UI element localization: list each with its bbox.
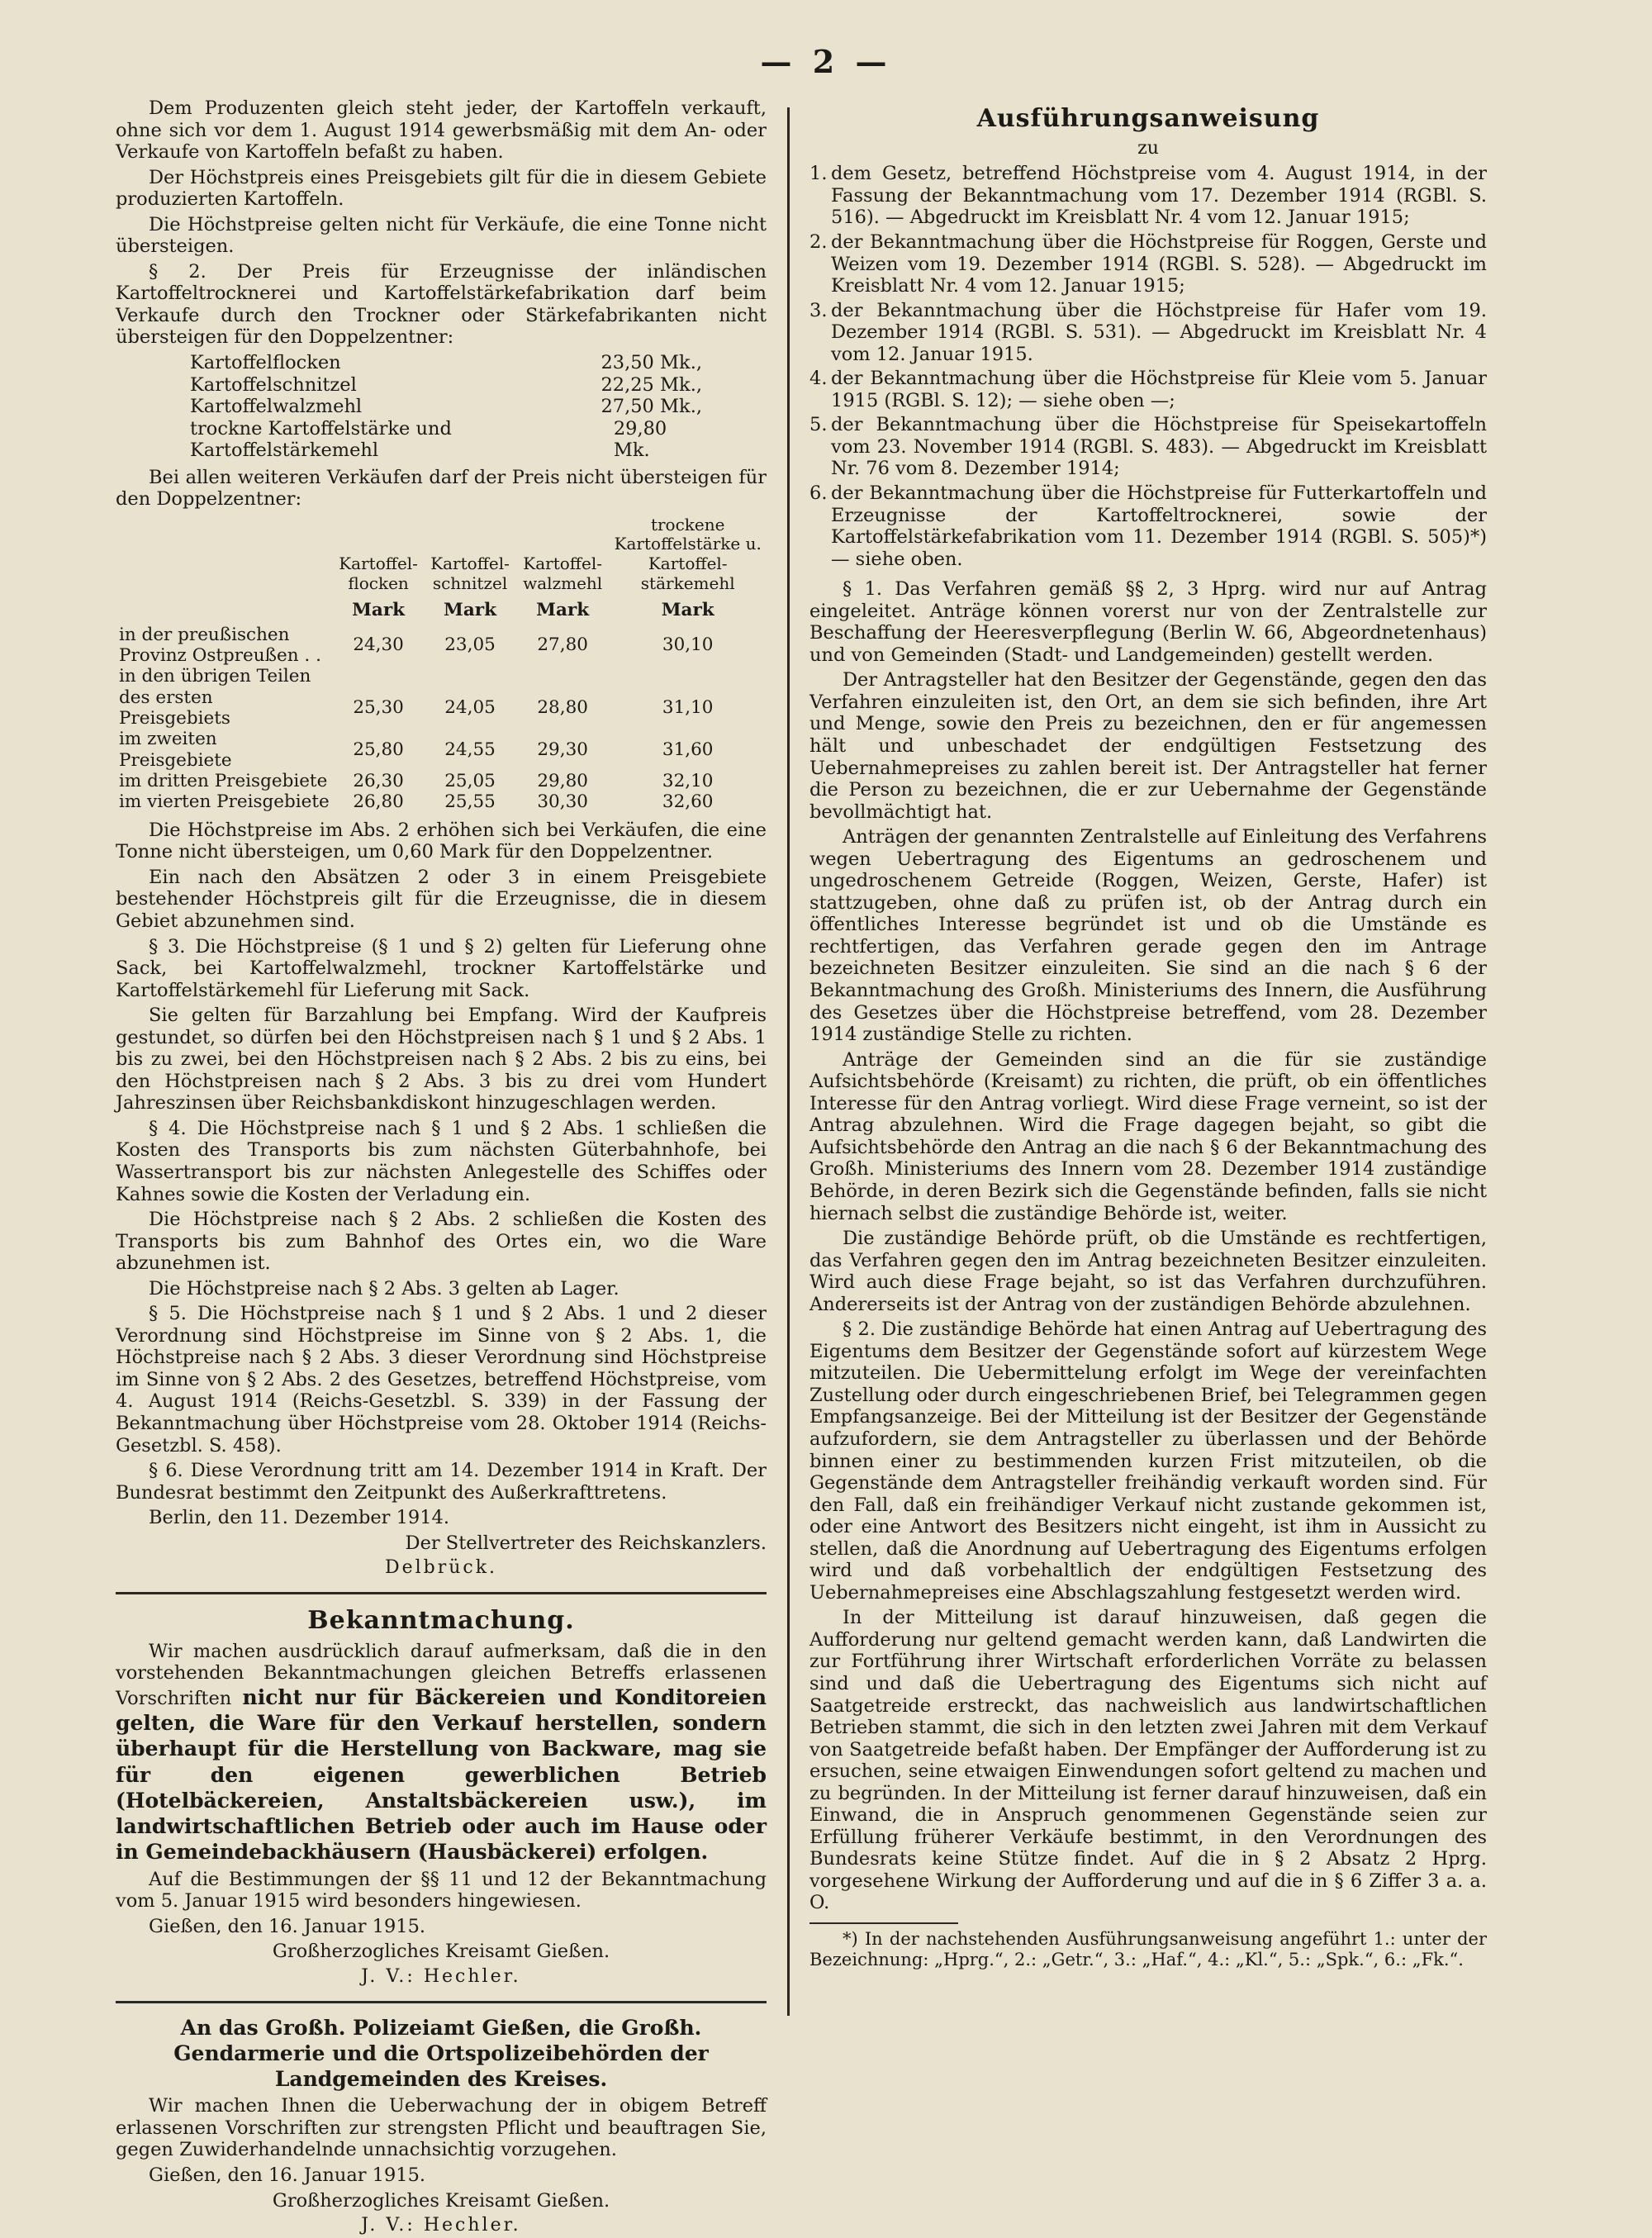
list-number: 1.: [809, 163, 828, 185]
page-number: — 2 —: [760, 43, 892, 80]
cell: 31,10: [662, 697, 714, 719]
table-header: Kartoffel-flocken: [339, 554, 418, 593]
row-label: im vierten Preisgebiete: [119, 791, 330, 813]
bekanntmachung-text: [116, 1641, 767, 1865]
paragraph: § 4. Die Höchstpreise nach § 1 und § 2 Abs. 1 schließen die Kosten des Transports bis zum nächsten Güterbahnhofe, bei Wassertransport bis zur nächsten Anlegestelle des Schiffes oder Kahnes sowie die Kosten der Verladung ein.: [116, 1117, 767, 1205]
bekanntmachung-title: Bekanntmachung.: [307, 1606, 575, 1636]
cell: 26,80: [353, 791, 404, 813]
polizei-title: An das Großh. Polizeiamt Gießen, die Großh. Gendarmerie und die Ortspolizeibehörden der Landgemeinden des Kreises.: [173, 2015, 709, 2092]
cell: 25,55: [444, 791, 496, 813]
office-name: Großherzogliches Kreisamt Gießen.: [272, 2189, 610, 2212]
intro-paragraph: Die Höchstpreise gelten nicht für Verkäufe, die eine Tonne nicht übersteigen.: [116, 213, 767, 258]
table-units-row: [116, 593, 767, 624]
cell: 25,05: [444, 771, 496, 792]
table-row: [116, 625, 767, 667]
paragraph: Die zuständige Behörde prüft, ob die Umstände es rechtfertigen, das Verfahren gegen den im Antrag bezeichneten Besitzer einzuleiten. Wird auch diese Frage bejaht, so ist das Verfahren durchzuführen. Andererseits ist der Antrag von der zuständigen Behörde abzulehnen.: [809, 1228, 1487, 1315]
list-number: 4.: [809, 368, 828, 390]
unit-label: Mark: [352, 600, 406, 621]
list-text: der Bekanntmachung über die Höchstpreise für Speisekartoffeln vom 23. November 1914 (RGBl. S. 483). — Abgedruckt im Kreisblatt Nr. 76 vom 8. Dezember 1914;: [831, 414, 1487, 480]
cell: 25,30: [353, 697, 404, 719]
cell: 23,05: [444, 634, 496, 656]
left-column: [116, 97, 767, 2238]
cell: 28,80: [537, 697, 588, 719]
cell: 30,10: [662, 634, 714, 656]
signer-name: J. V.: Hechler.: [361, 1965, 521, 1987]
list-number: 5.: [809, 414, 828, 436]
price-list: [190, 352, 767, 462]
place-date: Gießen, den 16. Januar 1915.: [149, 2164, 426, 2187]
cell: 24,05: [444, 697, 496, 719]
paragraph: Die Höchstpreise nach § 2 Abs. 3 gelten ab Lager.: [149, 1277, 620, 1300]
cell: 26,30: [353, 771, 404, 792]
row-label: im dritten Preisgebiete: [119, 771, 328, 792]
right-column: [809, 97, 1487, 1974]
list-number: 6.: [809, 482, 828, 504]
list-item: [809, 300, 1487, 366]
intro-paragraph: Der Höchstpreis eines Preisgebiets gilt für die in diesem Gebiete produzierten Kartoffeln.: [116, 166, 767, 211]
signer-name: Delbrück.: [384, 1557, 498, 1579]
list-item: [809, 231, 1487, 297]
cell: 27,80: [537, 634, 588, 656]
list-number: 2.: [809, 230, 828, 253]
table-intro: Bei allen weiteren Verkäufen darf der Preis nicht übersteigen für den Doppelzentner:: [116, 466, 767, 511]
cell: 25,80: [353, 739, 404, 761]
bekanntmachung-text-start: Wir machen ausdrücklich darauf aufmerksam, daß die in den vorstehenden Bekanntmachungen gleichen Betreffs erlassenen Vorschriften: [116, 1640, 767, 1709]
row-label: des ersten Preisgebiets: [119, 687, 230, 729]
list-item: [809, 414, 1487, 480]
row-label: im zweiten Preisgebiete: [119, 729, 232, 771]
price-value: 23,50 Mk.,: [601, 352, 702, 374]
signer-title: Der Stellvertreter des Reichskanzlers.: [405, 1532, 767, 1554]
row-label: in der preußischen Provinz Ostpreußen . .: [119, 624, 321, 666]
list-item: [809, 163, 1487, 229]
price-item: Kartoffelwalzmehl: [190, 396, 363, 418]
table-header-row: [116, 516, 767, 593]
unit-label: Mark: [444, 600, 497, 621]
list-number: 3.: [809, 299, 828, 321]
ausfuehrung-subtitle: zu: [1137, 138, 1159, 159]
cell: 30,30: [537, 791, 588, 813]
paragraph: Die Höchstpreise im Abs. 2 erhöhen sich bei Verkäufen, die eine Tonne nicht übersteigen, um 0,60 Mark für den Doppelzentner.: [116, 819, 767, 863]
bekanntmachung-text-bold: nicht nur für Bäckereien und Konditoreien gelten, die Ware für den Verkauf herstellen, sondern überhaupt für die Herstellung von Backware, mag sie für den eigenen gewerblichen Betrieb (Hotelbäckereien, Anstaltsbäckereien usw.), im landwirtschaftlichen Betrieb oder auch im Hause oder in Gemeindebackhäusern (Hausbäckerei) erfolgen.: [116, 1684, 767, 1865]
table-row: [116, 666, 767, 687]
price-table: [116, 516, 767, 813]
row-label: in den übrigen Teilen: [119, 666, 311, 687]
table-row: [116, 791, 767, 812]
paragraph: § 5. Die Höchstpreise nach § 1 und § 2 Abs. 1 und 2 dieser Verordnung sind Höchstpreise im Sinne von § 2 Abs. 1, die Höchstpreise nach § 2 Abs. 3 dieser Verordnung sind Höchstpreise im Sinne von § 2 Abs. 2 des Gesetzes, betreffend Höchstpreise, vom 4. August 1914 (Reichs-Gesetzbl. S. 339) in der Fassung der Bekanntmachung über Höchstpreise vom 28. Oktober 1914 (Reichs-Gesetzbl. S. 458).: [116, 1303, 767, 1456]
price-item: Kartoffelschnitzel: [190, 373, 357, 396]
intro-paragraph: § 2. Der Preis für Erzeugnisse der inländischen Kartoffeltrocknerei und Kartoffelstärkefabrikation darf beim Verkaufe durch den Trockner oder Stärkefabrikanten nicht übersteigen für den Doppelzentner:: [116, 260, 767, 349]
price-item: trockne Kartoffelstärke und Kartoffelstärkemehl: [190, 417, 452, 462]
table-row: [116, 771, 767, 791]
price-row: [190, 396, 702, 418]
unit-label: Mark: [661, 600, 714, 621]
cell: 32,60: [662, 791, 714, 813]
signer-name: J. V.: Hechler.: [361, 2215, 521, 2236]
cell: 24,30: [353, 634, 404, 656]
cell: 29,30: [537, 739, 588, 761]
price-value: 29,80 Mk.: [613, 417, 667, 462]
price-row: [190, 352, 702, 374]
section-divider: [116, 2001, 767, 2003]
list-text: dem Gesetz, betreffend Höchstpreise vom 4. August 1914, in der Fassung der Bekanntmachung vom 17. Dezember 1914 (RGBl. S. 516). — Abgedruckt im Kreisblatt Nr. 4 vom 12. Januar 1915;: [831, 163, 1487, 229]
paragraph: § 6. Diese Verordnung tritt am 14. Dezember 1914 in Kraft. Der Bundesrat bestimmt den Zeitpunkt des Außerkrafttretens.: [116, 1460, 767, 1504]
table-header: trockene Kartoffelstärke u. Kartoffel-stärkemehl: [614, 514, 762, 593]
footnote: *) In der nachstehenden Ausführungsanweisung angeführt 1.: unter der Bezeichnung: „Hprg.“, 2.: „Getr.“, 3.: „Haf.“, 4.: „Kl.“, 5.: „Spk.“, 6.: „Fk.“.: [809, 1929, 1487, 1970]
unit-label: Mark: [536, 600, 590, 621]
cell: 31,60: [662, 739, 714, 761]
cell: 32,10: [662, 771, 714, 792]
paragraph: Ein nach den Absätzen 2 oder 3 in einem Preisgebiete bestehender Höchstpreis gilt für die Erzeugnisse, die in diesem Gebiet abzunehmen sind.: [116, 866, 767, 932]
list-text: der Bekanntmachung über die Höchstpreise für Futterkartoffeln und Erzeugnisse der Kartoffeltrocknerei, sowie der Kartoffelstärkefabrikation vom 11. Dezember 1914 (RGBl. S. 505)*) — siehe oben.: [831, 482, 1487, 570]
column-divider: [787, 107, 790, 2016]
place-date: Gießen, den 16. Januar 1915.: [149, 1915, 426, 1937]
list-text: der Bekanntmachung über die Höchstpreise für Roggen, Gerste und Weizen vom 19. Dezember 1914 (RGBl. S. 528). — Abgedruckt im Kreisblatt Nr. 4 vom 12. Januar 1915;: [831, 230, 1487, 297]
table-row: [116, 687, 767, 729]
list-item: [809, 482, 1487, 570]
polizei-text: Wir machen Ihnen die Ueberwachung der in obigem Betreff erlassenen Vorschriften zur strengsten Pflicht und beauftragen Sie, gegen Zuwiderhandelnde unnachsichtig vorzugehen.: [116, 2095, 767, 2161]
list-item: [809, 368, 1487, 411]
table-header: Kartoffel-walzmehl: [523, 554, 603, 593]
list-text: der Bekanntmachung über die Höchstpreise für Kleie vom 5. Januar 1915 (RGBl. S. 12); — siehe oben —;: [831, 368, 1487, 411]
cell: 29,80: [537, 771, 588, 792]
price-value: 22,25 Mk.,: [601, 373, 702, 396]
cell: 24,55: [444, 739, 496, 761]
price-row: [190, 374, 702, 397]
paragraph: § 3. Die Höchstpreise (§ 1 und § 2) gelten für Lieferung ohne Sack, bei Kartoffelwalzmehl, trockner Kartoffelstärke und Kartoffelstärkemehl für Lieferung mit Sack.: [116, 935, 767, 1001]
place-date: Berlin, den 11. Dezember 1914.: [149, 1507, 449, 1529]
paragraph: Anträgen der genannten Zentralstelle auf Einleitung des Verfahrens wegen Uebertragung des Eigentums an gedroschenem und ungedroschenem Getreide (Roggen, Weizen, Gerste, Hafer) ist stattzugeben, ohne daß zu prüfen ist, ob der Antrag durch ein öffentliches Interesse begründet ist und ob die Umstände es rechtfertigen, das Verfahren gerade gegen den im Antrage bezeichneten Besitzer einzuleiten. Sie sind an die nach § 6 der Bekanntmachung des Großh. Ministeriums des Innern, die Ausführung des Gesetzes über die Höchstpreise betreffend, vom 28. Dezember 1914 zuständige Stelle zu richten.: [809, 826, 1487, 1046]
price-value: 27,50 Mk.,: [601, 396, 702, 418]
table-row: [116, 729, 767, 771]
paragraph: Der Antragsteller hat den Besitzer der Gegenstände, gegen den das Verfahren einzuleiten ist, den Ort, an dem sie sich befinden, ihre Art und Menge, sowie den Preis zu bezeichnen, den er für angemessen hält und unbeschadet der endgültigen Festsetzung des Uebernahmepreises zu zahlen bereit ist. Der Antragsteller hat ferner die Person zu bezeichnen, die er zur Uebernahme der Gegenstände bevollmächtigt hat.: [809, 669, 1487, 823]
paragraph: Anträge der Gemeinden sind an die für sie zuständige Aufsichtsbehörde (Kreisamt) zu richten, die prüft, ob ein öffentliches Interesse für den Antrag vorliegt. Wird diese Frage verneint, so ist der Antrag abzulehnen. Wird die Frage dagegen bejaht, so gibt die Aufsichtsbehörde den Antrag an die nach § 6 der Bekanntmachung des Großh. Ministeriums des Innern vom 28. Dezember 1914 zuständige Behörde, in deren Bezirk sich die Gegenstände befinden, falls sie nicht hiernach selbst die zuständige Behörde ist, weiter.: [809, 1048, 1487, 1224]
price-item: Kartoffelflocken: [190, 352, 341, 374]
office-name: Großherzogliches Kreisamt Gießen.: [272, 1941, 610, 1963]
paragraph: § 2. Die zuständige Behörde hat einen Antrag auf Uebertragung des Eigentums dem Besitzer der Gegenstände sofort auf kürzestem Wege mitzuteilen. Die Uebermittelung erfolgt im Wege der vereinfachten Zustellung oder durch eingeschriebenen Brief, bei Telegrammen gegen Empfangsanzeige. Bei der Mitteilung ist der Besitzer der Gegenstände aufzufordern, sie dem Antragsteller zu überlassen und der Behörde binnen einer zu bestimmenden kurzen Frist mitzuteilen, ob die Gegenstände dem Antragsteller freihändig verkauft worden sind. Für den Fall, daß ein freihändiger Verkauf nicht zustande gekommen ist, oder eine Antwort des Besitzers nicht eingeht, ist ihm in Aussicht zu stellen, daß die Anordnung auf Uebertragung des Eigentums erfolgen wird und daß vorbehaltlich der endgültigen Festsetzung des Uebernahmepreises eine Abschlagszahlung festgesetzt werden wird.: [809, 1319, 1487, 1604]
price-row: [190, 418, 702, 462]
list-text: der Bekanntmachung über die Höchstpreise für Hafer vom 19. Dezember 1914 (RGBl. S. 531). — Abgedruckt im Kreisblatt Nr. 4 vom 12. Januar 1915.: [831, 299, 1487, 365]
ausfuehrung-title: Ausführungsanweisung: [976, 104, 1320, 133]
paragraph: Sie gelten für Barzahlung bei Empfang. Wird der Kaufpreis gestundet, so dürfen bei den Höchstpreisen nach § 1 und § 2 Abs. 1 bis zu zwei, bei den Höchstpreisen nach § 2 Abs. 2 bis zu eins, bei den Höchstpreisen nach § 2 Abs. 3 bis zu drei vom Hundert Jahreszinsen über Reichsbankdiskont hinzugeschlagen werden.: [116, 1005, 767, 1114]
intro-paragraph: Dem Produzenten gleich steht jeder, der Kartoffeln verkauft, ohne sich vor dem 1. August 1914 gewerbsmäßig mit dem An- oder Verkaufe von Kartoffeln befaßt zu haben.: [116, 97, 767, 164]
paragraph: In der Mitteilung ist darauf hinzuweisen, daß gegen die Aufforderung nur geltend gemacht werden kann, daß Landwirten die zur Fortführung ihrer Wirtschaft erforderlichen Vorräte zu belassen sind und daß die Uebertragung des Eigentums sich nicht auf Saatgetreide erstreckt, das nachweislich aus landwirtschaftlichen Betrieben stammt, die sich in den letzten zwei Jahren mit dem Verkauf von Saatgetreide befaßt haben. Der Empfänger der Aufforderung ist zu ersuchen, seine etwaigen Einwendungen sofort geltend zu machen und zu begründen. In der Mitteilung ist ferner darauf hinzuweisen, daß ein Einwand, die in Anspruch genommenen Gegenstände seien zur Erfüllung früherer Verkäufe bestimmt, in den Verordnungen des Bundesrats keine Stütze findet. Auf die in § 2 Absatz 2 Hprg. vorgesehene Wirkung der Aufforderung und auf die in § 6 Ziffer 3 a. a. O.: [809, 1607, 1487, 1914]
paragraph: Die Höchstpreise nach § 2 Abs. 2 schließen die Kosten des Transports bis zum Bahnhof des Ortes ein, wo die Ware abzunehmen ist.: [116, 1209, 767, 1275]
table-header: Kartoffel-schnitzel: [430, 554, 510, 593]
section-divider: [116, 1592, 767, 1594]
bekanntmachung-text-2: Auf die Bestimmungen der §§ 11 und 12 der Bekanntmachung vom 5. Januar 1915 wird besonders hingewiesen.: [116, 1868, 767, 1913]
paragraph: § 1. Das Verfahren gemäß §§ 2, 3 Hprg. wird nur auf Antrag eingeleitet. Anträge können vorerst nur von der Zentralstelle zur Beschaffung der Heeresverpflegung (Berlin W. 66, Abgeordnetenhaus) und von Gemeinden (Stadt- und Landgemeinden) gestellt werden.: [809, 578, 1487, 666]
footnote-divider: [809, 1922, 958, 1924]
